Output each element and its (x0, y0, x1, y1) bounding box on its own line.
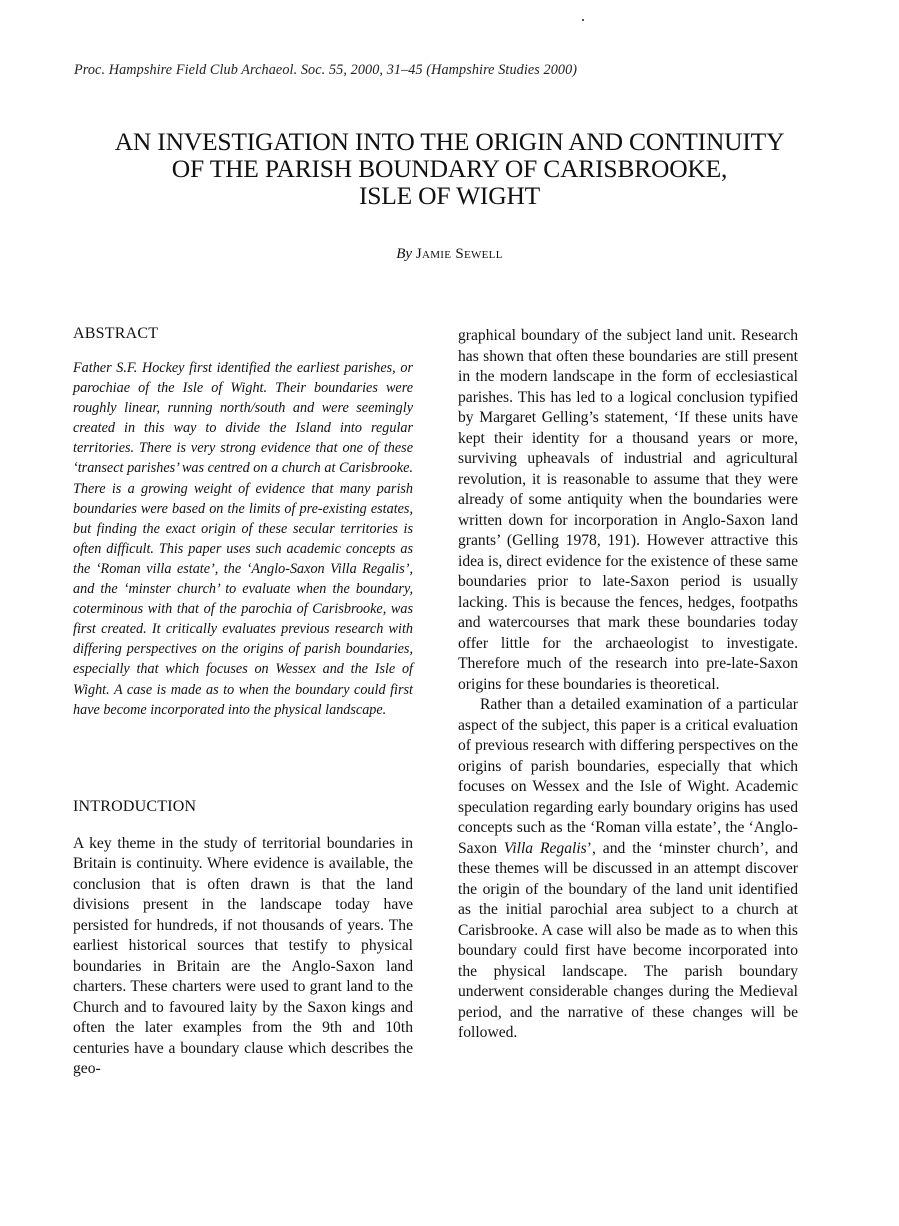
introduction-heading: INTRODUCTION (73, 797, 197, 815)
scan-speck (582, 19, 584, 21)
title-line-1: AN INVESTIGATION INTO THE ORIGIN AND CONTINUITY (114, 127, 785, 156)
article-title (60, 128, 839, 209)
abstract-heading: ABSTRACT (73, 325, 159, 342)
introduction-paragraph-1: A key theme in the study of territorial boundaries in Britain is continuity. Where evidence is available, the conclusion that is often drawn is that the land divisions present in the landscape today have persisted for hundreds, if not thousands of years. The earliest historical sources that testify to physical boundaries in Britain are the Anglo-Saxon land charters. These charters were used to grant land to the Church and to favoured laity by the Saxon kings and often the later examples from the 9th and 10th centuries have a boundary clause which describes the geo- (73, 834, 413, 1078)
right-paragraph-2 (458, 695, 798, 1044)
title-line-3: ISLE OF WIGHT (358, 181, 541, 210)
byline (0, 246, 899, 263)
right-column (458, 326, 798, 1044)
villa-regalis-term: Villa Regalis (503, 839, 587, 857)
right-paragraph-2-end: ’, and the ‘minster church’, and these themes will be discussed in an attempt discover the origin of the boundary of the land unit identified as the initial parochial area subject to a church at Carisbrooke. A case will also be made as to when this boundary could first have become incorporated into the physical landscape. The parish boundary underwent considerable changes during the Medieval period, and the narrative of these changes will be followed. (458, 839, 798, 1041)
abstract-text: Father S.F. Hockey first identified the earliest parishes, or parochiae of the Isle of Wight. Their boundaries were roughly linear, running north/south and were seemingly created in this way to divide the Island into regular territories. There is very strong evidence that one of these ‘transect parishes’ was centred on a church at Carisbrooke. There is a growing weight of evidence that many parish boundaries were based on the limits of pre-existing estates, but finding the exact origin of these secular territories is often difficult. This paper uses such academic concepts as the ‘Roman villa estate’, the ‘Anglo-Saxon Villa Regalis’, and the ‘minster church’ to evaluate when the boundary, coterminous with that of the parochia of Carisbrooke, was first created. It critically evaluates previous research with differing perspectives on the origins of parish boundaries, especially that which focuses on Wessex and the Isle of Wight. A case is made as to when the boundary could first have become incorporated into the physical landscape. (73, 360, 413, 718)
author-name: Jamie Sewell (415, 246, 503, 262)
right-paragraph-1: graphical boundary of the subject land unit. Research has shown that often these boundaries are still present in the modern landscape in the form of ecclesiastical parishes. This has led to a logical conclusion typified by Margaret Gelling’s statement, ‘If these units have kept their identity for a thousand years or more, surviving upheavals of industrial and agricultural revolution, it is reasonable to assume that they were already of some antiquity when the boundaries were written down for incorporation in Anglo-Saxon land grants’ (Gelling 1978, 191). However attractive this idea is, direct evidence for the existence of these same boundaries prior to late-Saxon period is usually lacking. This is because the fences, hedges, footpaths and watercourses that mark these boundaries today offer little for the archaeologist to investigate. Therefore much of the research into pre-late-Saxon origins for these boundaries is theoretical. (458, 327, 798, 693)
left-column (73, 325, 413, 1080)
title-line-2: OF THE PARISH BOUNDARY OF CARISBROOKE, (171, 154, 728, 183)
right-paragraph-2-start: Rather than a detailed examination of a particular aspect of the subject, this paper is a critical evaluation of previous research with differing perspectives on the origins of parish boundaries, especially that which focuses on Wessex and the Isle of Wight. Academic speculation regarding early boundary origins has used concepts such as the ‘Roman villa estate’, the ‘Anglo-Saxon (458, 696, 798, 857)
running-head: Proc. Hampshire Field Club Archaeol. Soc. 55, 2000, 31–45 (Hampshire Studies 2000) (74, 62, 578, 78)
byline-prefix: By (396, 246, 413, 262)
